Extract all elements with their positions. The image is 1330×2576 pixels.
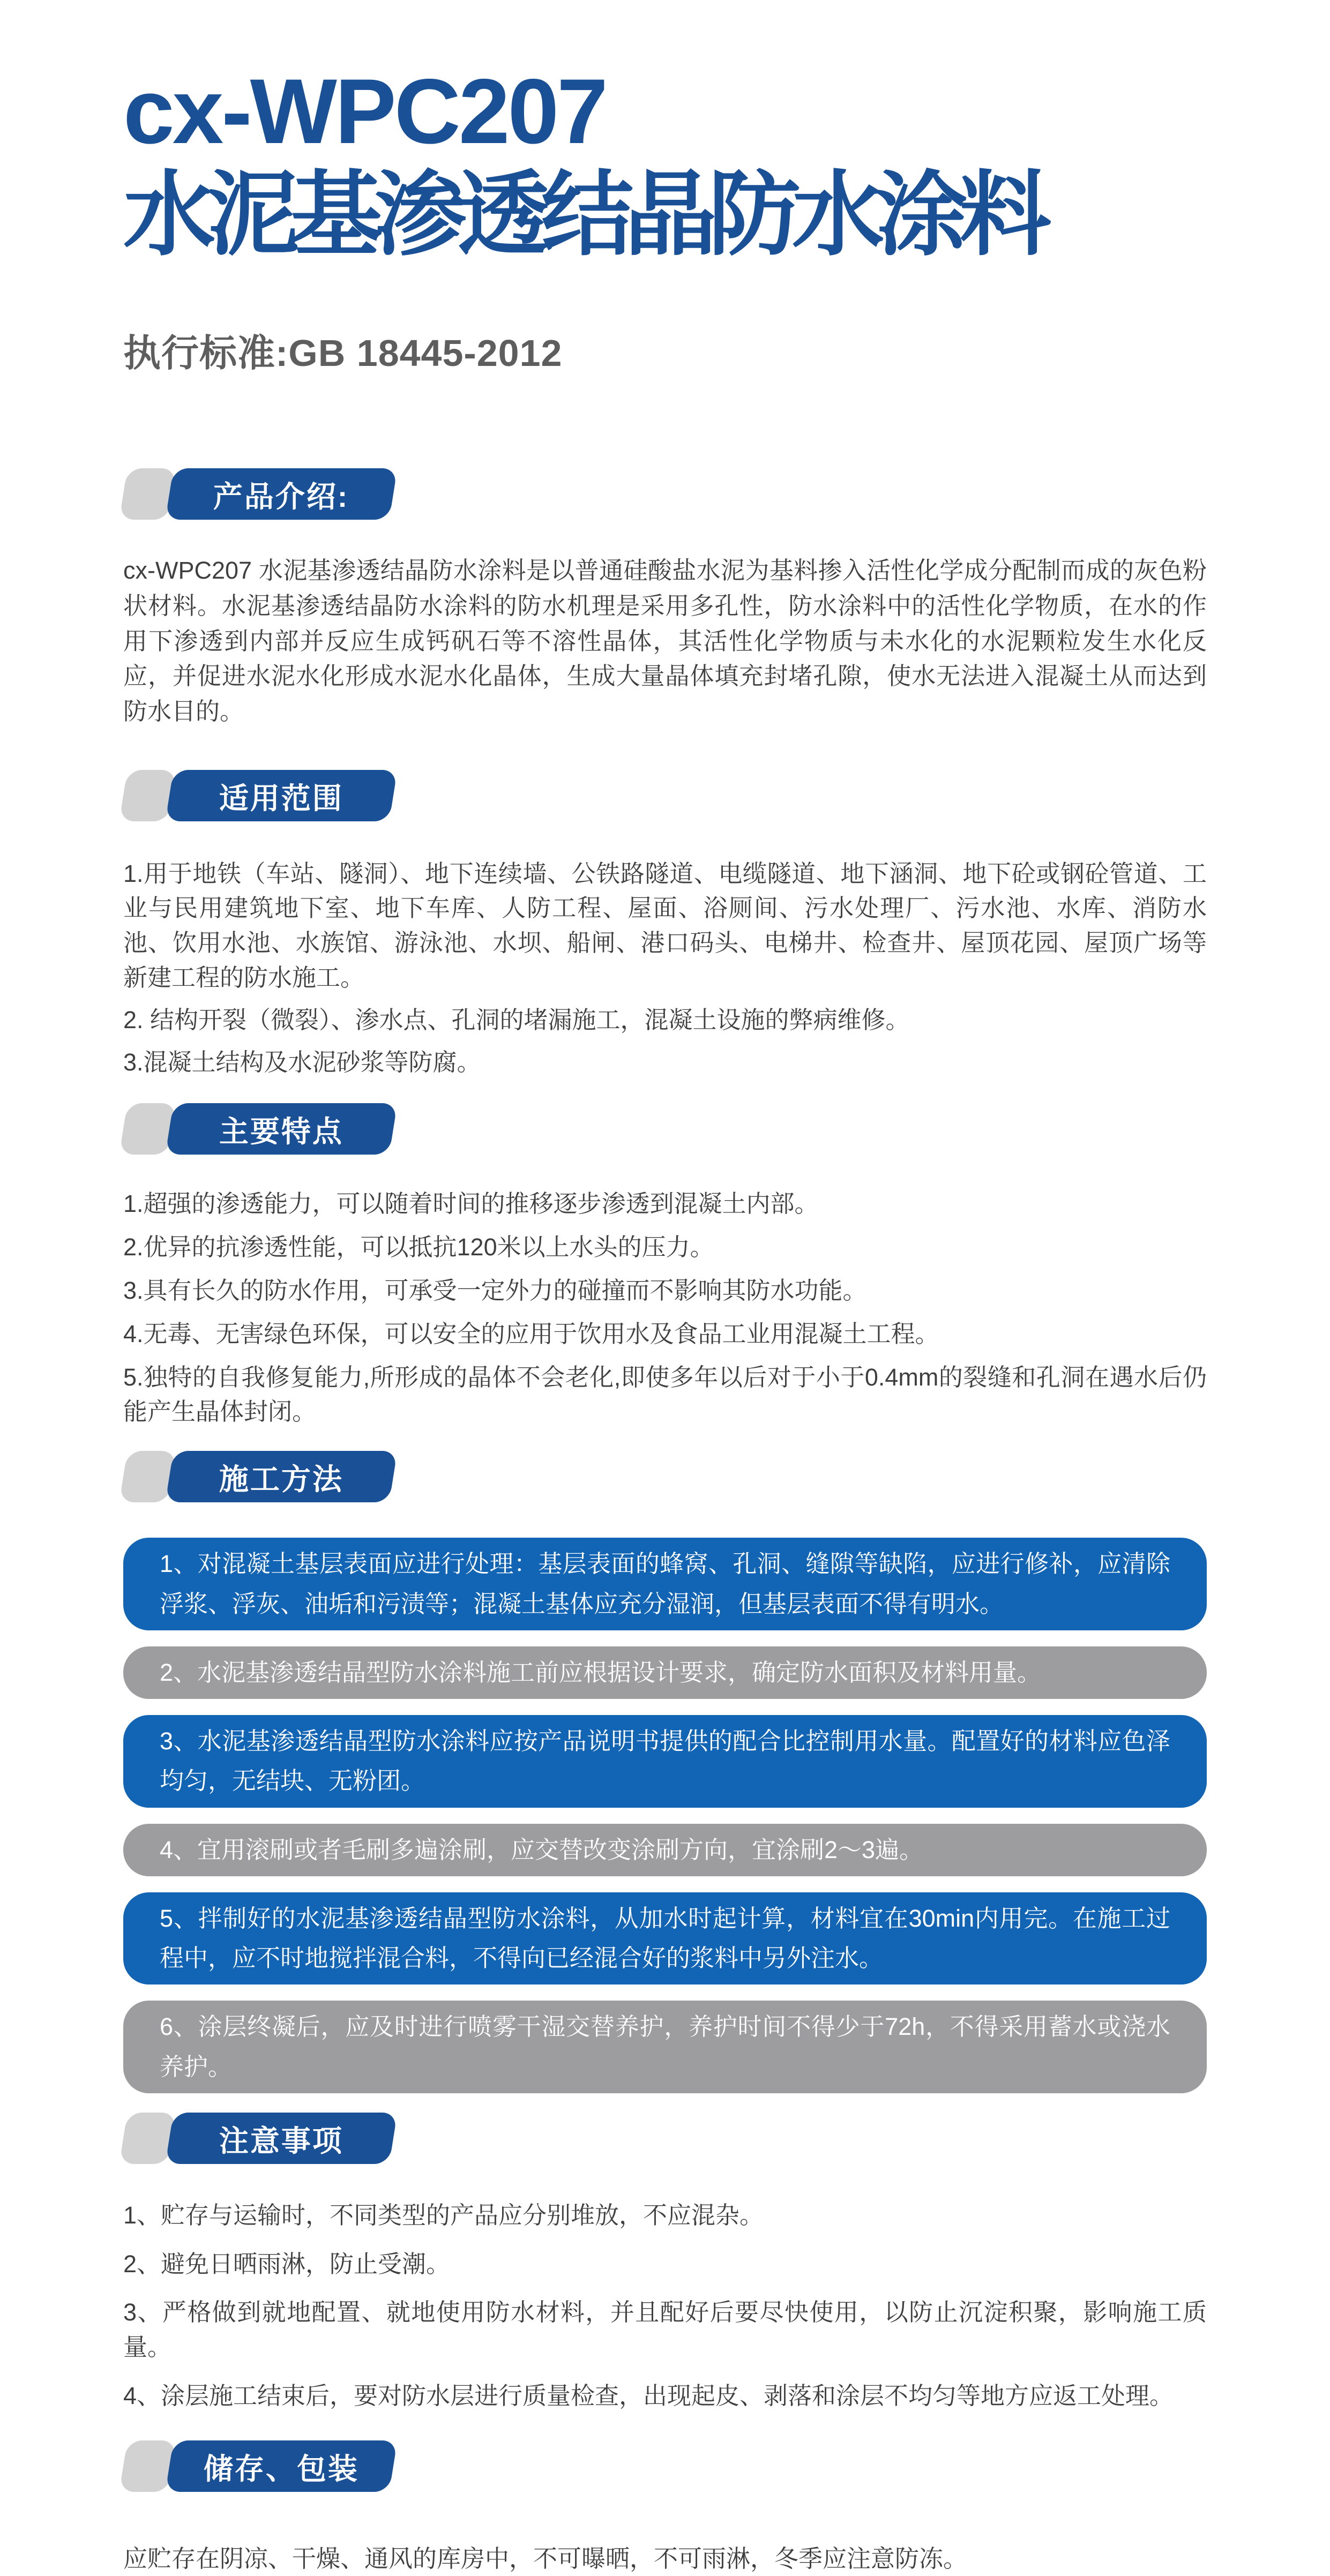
section-header-intro	[123, 468, 1207, 520]
execution-standard: 执行标准:GB 18445-2012	[123, 332, 563, 375]
method-step-4: 4、宜用滚刷或者毛刷多遍涂刷，应交替改变涂刷方向，宜涂刷2～3遍。	[123, 1824, 1207, 1876]
section-title-method: 施工方法	[219, 1462, 343, 1496]
section-badge-notes	[165, 2113, 397, 2164]
section-title-notes: 注意事项	[219, 2124, 343, 2158]
scope-item-1: 1.用于地铁（车站、隧洞）、地下连续墙、公铁路隧道、电缆隧道、地下涵洞、地下砼或钢砼管道、工业与民用建筑地下室、地下车库、人防工程、屋面、浴厕间、污水处理厂、污水池、水库、消防水池、饮用水池、水族馆、游泳池、水坝、船闸、港口码头、电梯井、检查井、屋顶花园、屋顶广场等新建工程的防水施工。	[123, 859, 1207, 992]
feature-item-1: 1.超强的渗透能力，可以随着时间的推移逐步渗透到混凝土内部。	[123, 1190, 819, 1218]
section-header-method	[123, 1451, 1207, 1502]
product-name-title: 水泥基渗透结晶防水涂料	[123, 163, 1043, 266]
section-title-storage: 储存、包装	[203, 2452, 359, 2485]
product-model-title: cx-WPC207	[123, 60, 606, 163]
section-badge-features	[165, 1103, 397, 1155]
section-badge-scope	[165, 770, 397, 821]
feature-item-5: 5.独特的自我修复能力,所形成的晶体不会老化,即使多年以后对于小于0.4mm的裂缝和孔洞在遇水后仍能产生晶体封闭。	[123, 1363, 1207, 1426]
feature-item-2: 2.优异的抗渗透性能，可以抵抗120米以上水头的压力。	[123, 1233, 714, 1261]
note-item-3: 3、严格做到就地配置、就地使用防水材料，并且配好后要尽快使用，以防止沉淀积聚，影响施工质量。	[123, 2298, 1207, 2361]
method-step-5: 5、拌制好的水泥基渗透结晶型防水涂料，从加水时起计算，材料宜在30min内用完。在施工过程中，应不时地搅拌混合料，不得向已经混合好的浆料中另外注水。	[123, 1892, 1207, 1985]
scope-item-2: 2. 结构开裂（微裂）、渗水点、孔洞的堵漏施工，混凝土设施的弊病维修。	[123, 1006, 910, 1034]
section-header-storage	[123, 2440, 1207, 2492]
feature-item-4: 4.无毒、无害绿色环保，可以安全的应用于饮用水及食品工业用混凝土工程。	[123, 1320, 939, 1347]
section-badge-storage	[165, 2440, 397, 2492]
section-badge-intro	[165, 468, 397, 520]
method-step-6: 6、涂层终凝后，应及时进行喷雾干湿交替养护，养护时间不得少于72h，不得采用蓄水或浇水养护。	[123, 2001, 1207, 2093]
notes-list	[123, 2198, 1207, 2414]
section-title-features: 主要特点	[219, 1114, 343, 1148]
note-item-2: 2、避免日晒雨淋，防止受潮。	[123, 2250, 451, 2278]
section-header-notes	[123, 2113, 1207, 2164]
method-step-3: 3、水泥基渗透结晶型防水涂料应按产品说明书提供的配合比控制用水量。配置好的材料应色泽均匀，无结块、无粉团。	[123, 1715, 1207, 1808]
scope-item-3: 3.混凝土结构及水泥砂浆等防腐。	[123, 1048, 481, 1076]
note-item-4: 4、涂层施工结束后，要对防水层进行质量检查，出现起皮、剥落和涂层不均匀等地方应返工处理。	[123, 2382, 1174, 2409]
features-list	[123, 1187, 1207, 1429]
storage-paragraph: 应贮存在阴凉、干燥、通风的库房中，不可曝晒，不可雨淋，冬季应注意防冻。	[123, 2544, 968, 2572]
feature-item-3: 3.具有长久的防水作用，可承受一定外力的碰撞而不影响其防水功能。	[123, 1277, 867, 1305]
section-title-scope: 适用范围	[219, 781, 343, 815]
scope-list	[123, 857, 1207, 1080]
note-item-1: 1、贮存与运输时，不同类型的产品应分别堆放，不应混杂。	[123, 2201, 764, 2229]
section-badge-method	[165, 1451, 397, 1502]
intro-paragraph: cx-WPC207 水泥基渗透结晶防水涂料是以普通硅酸盐水泥为基料掺入活性化学成分配制而成的灰色粉状材料。水泥基渗透结晶防水涂料的防水机理是采用多孔性，防水涂料中的活性化学物质，在水的作用下渗透到内部并反应生成钙矾石等不溶性晶体，其活性化学物质与未水化的水泥颗粒发生水化反应，并促进水泥水化形成水泥水化晶体，生成大量晶体填充封堵孔隙，使水无法进入混凝土从而达到防水目的。	[123, 557, 1207, 725]
section-header-scope	[123, 770, 1207, 821]
method-step-2: 2、水泥基渗透结晶型防水涂料施工前应根据设计要求，确定防水面积及材料用量。	[123, 1646, 1207, 1699]
section-title-intro: 产品介绍:	[213, 480, 349, 513]
method-steps	[123, 1538, 1207, 2093]
section-header-features	[123, 1103, 1207, 1155]
method-step-1: 1、对混凝土基层表面应进行处理：基层表面的蜂窝、孔洞、缝隙等缺陷，应进行修补，应清除浮浆、浮灰、油垢和污渍等；混凝土基体应充分湿润，但基层表面不得有明水。	[123, 1538, 1207, 1630]
